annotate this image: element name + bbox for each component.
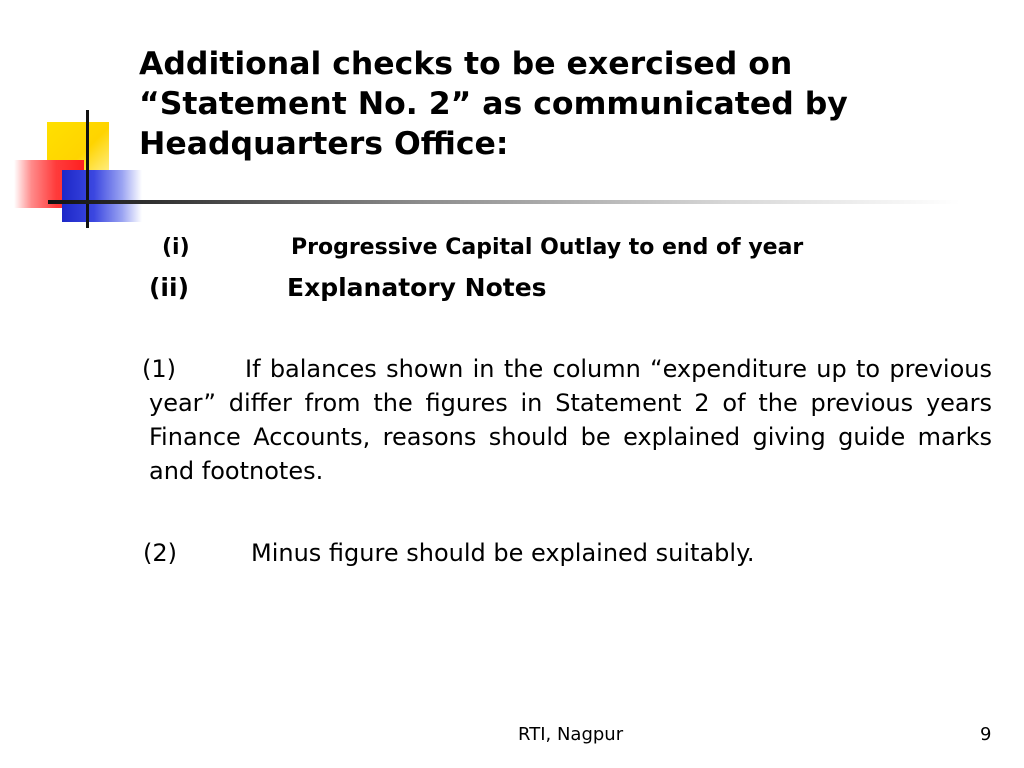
footer-text: RTI, Nagpur [518, 724, 624, 745]
decorative-vertical-line [86, 110, 89, 228]
note-paragraph [142, 352, 992, 488]
list-item-text: Explanatory Notes [287, 273, 547, 302]
page-number: 9 [980, 724, 992, 745]
decorative-blue-square [62, 170, 142, 222]
note-number: (1) [142, 355, 176, 383]
note-text: Minus figure should be explained suitably. [251, 539, 755, 567]
list-item-text: Progressive Capital Outlay to end of year [291, 235, 804, 260]
list-item-number: (i) [162, 235, 190, 260]
title-divider-line [48, 200, 960, 204]
slide-title: Additional checks to be exercised on “Statement No. 2” as communicated by Headquarters Office: [139, 46, 848, 162]
list-item-number: (ii) [149, 273, 189, 302]
note-text: If balances shown in the column “expenditure up to previous year” differ from the figures in Statement 2 of the previous years Finance Accounts, reasons should be explained giving guide marks and footnotes. [149, 355, 992, 485]
note-number: (2) [143, 539, 177, 567]
